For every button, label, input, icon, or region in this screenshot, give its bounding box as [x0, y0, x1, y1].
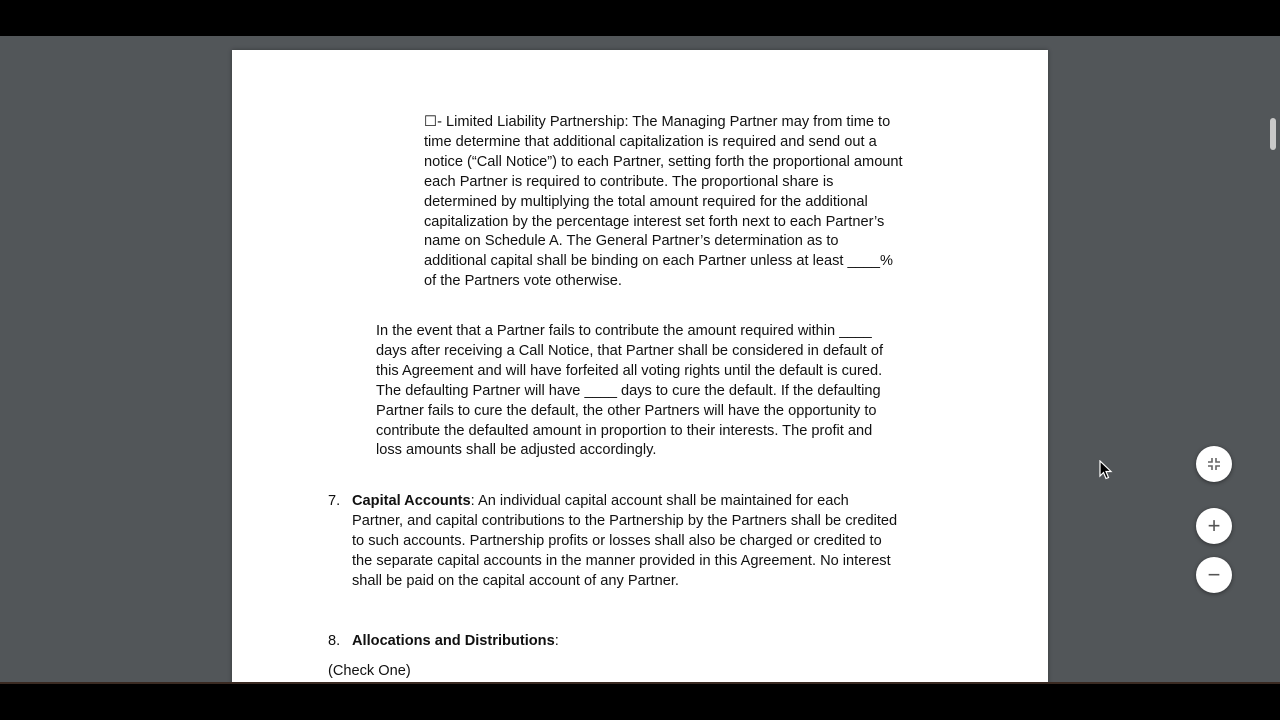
fit-to-page-button[interactable]	[1196, 446, 1232, 482]
section-8-body: :	[554, 633, 559, 649]
minus-icon: −	[1207, 562, 1221, 587]
plus-icon: +	[1207, 513, 1221, 538]
fit-to-page-icon	[1207, 457, 1221, 471]
section-7-number: 7.	[328, 493, 341, 509]
document-page	[232, 50, 1048, 682]
section-8-paragraph	[352, 632, 952, 652]
check-one-text: (Check One)	[328, 663, 411, 679]
top-bar	[0, 0, 1280, 36]
section-7-paragraph	[352, 492, 962, 592]
section-7-heading: Capital Accounts	[352, 493, 471, 509]
mouse-cursor-icon	[1099, 460, 1113, 480]
bottom-bar	[0, 682, 1280, 720]
section-8-number: 8.	[328, 633, 341, 649]
zoom-out-button[interactable]	[1196, 557, 1232, 593]
zoom-in-button[interactable]	[1196, 508, 1232, 544]
section-8-heading: Allocations and Distributions	[352, 633, 555, 649]
scrollbar-thumb[interactable]	[1270, 118, 1276, 150]
llp-paragraph: ☐- Limited Liability Partnership: The Managing Partner may from time to time determine that additional capitalization is required and send out a notice (“Call Notice”) to each Partner, setting forth the proportional amount each Partner is required to contribute. The proportional share is determined by multiplying the total amount required for the additional capitalization by the percentage interest set forth next to each Partner’s name on Schedule A. The General Partner’s determination as to additional capital shall be binding on each Partner unless at least ____% of the Partners vote otherwise.	[424, 114, 903, 290]
pdf-viewer[interactable]	[0, 36, 1280, 682]
default-paragraph: In the event that a Partner fails to contribute the amount required within ____ days after receiving a Call Notice, that Partner shall be considered in default of this Agreement and will have forfeited all voting rights until the default is cured. The defaulting Partner will have ____ days to cure the default. If the defaulting Partner fails to cure the default, the other Partners will have the opportunity to contribute the defaulted amount in proportion to their interests. The profit and loss amounts shall be adjusted accordingly.	[376, 323, 884, 459]
section-7-body: : An individual capital account shall be maintained for each Partner, and capital contributions to the Partnership by the Partners shall be credited to such accounts. Partnership profits or losses shall also be charged or credited to the separate capital accounts in the manner provided in this Agreement. No interest shall be paid on the capital account of any Partner.	[352, 493, 898, 589]
